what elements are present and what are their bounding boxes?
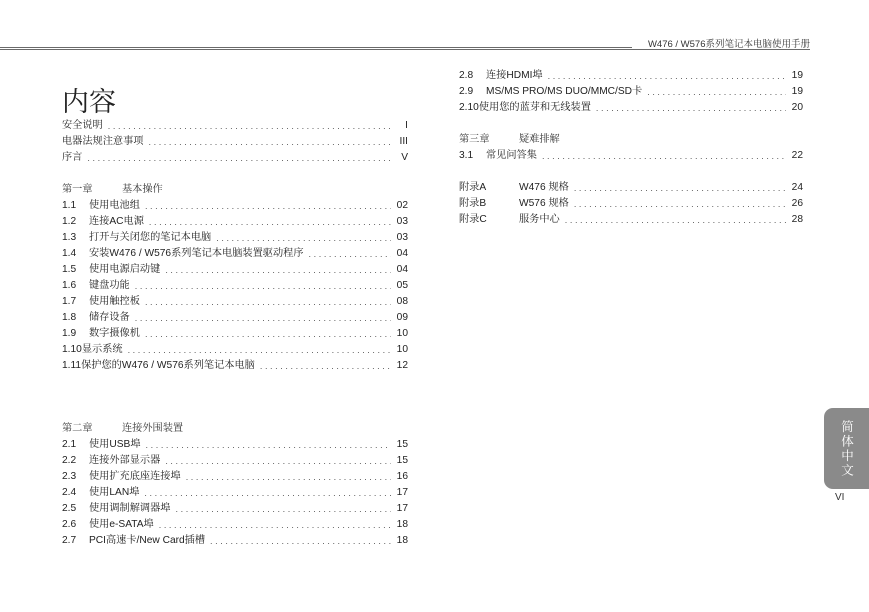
toc-entry[interactable] <box>62 469 408 485</box>
toc-entry-number: 2.7 <box>62 535 77 546</box>
toc-leader-dots <box>87 150 391 166</box>
toc-entry-page: 20 <box>791 102 803 113</box>
toc-entry-text: 使用您的蓝芽和无线装置 <box>478 102 591 113</box>
appendix-label: 附录B <box>459 198 487 209</box>
toc-entry-number: 2.9 <box>459 86 474 97</box>
toc-entry[interactable] <box>62 358 408 374</box>
toc-leader-dots <box>574 196 786 212</box>
toc-entry-page: 04 <box>396 248 408 259</box>
toc-leader-dots <box>596 100 786 116</box>
toc-leader-dots <box>135 310 391 326</box>
toc-entry-page: 03 <box>396 216 408 227</box>
toc-leader-dots <box>565 212 786 228</box>
toc-entry-text: PCI高速卡/New Card插槽 <box>89 535 206 546</box>
toc-leader-dots <box>108 118 391 134</box>
toc-entry-page: 16 <box>396 471 408 482</box>
toc-entry-number: 2.4 <box>62 487 77 498</box>
toc-leader-dots <box>216 230 391 246</box>
toc-entry[interactable] <box>62 437 408 453</box>
toc-entry-page: III <box>399 136 408 147</box>
toc-leader-dots <box>146 437 391 453</box>
chapter-1-list <box>62 198 408 374</box>
toc-entry-number: 2.6 <box>62 519 77 530</box>
toc-entry-page: 03 <box>396 232 408 243</box>
toc-entry[interactable] <box>62 262 408 278</box>
appendix-entry[interactable] <box>459 196 803 212</box>
toc-entry-page: 17 <box>396 503 408 514</box>
toc-leader-dots <box>548 68 786 84</box>
toc-entry[interactable] <box>62 214 408 230</box>
toc-entry[interactable] <box>62 198 408 214</box>
toc-leader-dots <box>186 469 391 485</box>
toc-entry[interactable] <box>62 501 408 517</box>
appendix-label: 附录A <box>459 182 487 193</box>
toc-leader-dots <box>210 533 391 549</box>
toc-entry[interactable] <box>62 485 408 501</box>
chapter-number: 第二章 <box>62 423 93 434</box>
header-rule <box>0 47 632 51</box>
language-tab-label: 简体中文 <box>839 419 854 478</box>
toc-leader-dots <box>145 294 391 310</box>
chapter-2-list <box>62 437 408 549</box>
toc-entry-text: 使用电池组 <box>89 200 140 211</box>
toc-entry-text: 保护您的W476 / W576系列笔记本电脑 <box>81 360 255 371</box>
toc-entry-number: 1.10 <box>62 344 82 355</box>
toc-entry[interactable] <box>62 326 408 342</box>
toc-entry[interactable] <box>62 453 408 469</box>
toc-entry-number: 1.11 <box>62 360 82 371</box>
toc-entry-page: 05 <box>396 280 408 291</box>
toc-leader-dots <box>128 342 391 358</box>
toc-entry-text: 安装W476 / W576系列笔记本电脑装置驱动程序 <box>89 248 304 259</box>
toc-entry-text: 连接AC电源 <box>89 216 144 227</box>
toc-entry-text: MS/MS PRO/MS DUO/MMC/SD卡 <box>486 86 643 97</box>
toc-entry-text: 显示系统 <box>81 344 123 355</box>
toc-entry-text: 连接外部显示器 <box>89 455 161 466</box>
toc-entry-page: 10 <box>396 328 408 339</box>
header-title: W476 / W576系列笔记本电脑使用手册 <box>647 39 810 50</box>
toc-leader-dots <box>135 278 391 294</box>
chapter-2-list-continued <box>459 68 803 116</box>
toc-entry-text: 电器法规注意事项 <box>62 136 144 147</box>
toc-leader-dots <box>145 326 391 342</box>
appendix-entry[interactable] <box>459 212 803 228</box>
toc-entry-number: 1.7 <box>62 296 77 307</box>
toc-entry-text: W476 规格 <box>519 182 569 193</box>
toc-entry-text: 使用LAN埠 <box>89 487 140 498</box>
appendix-entry[interactable] <box>459 180 803 196</box>
toc-entry-number: 1.6 <box>62 280 77 291</box>
toc-entry-page: 18 <box>396 519 408 530</box>
toc-entry-page: 02 <box>396 200 408 211</box>
toc-entry-page: 12 <box>396 360 408 371</box>
chapter-number: 第一章 <box>62 184 93 195</box>
toc-entry-number: 1.4 <box>62 248 77 259</box>
toc-entry[interactable] <box>62 246 408 262</box>
toc-entry-text: 键盘功能 <box>89 280 130 291</box>
toc-entry-number: 1.2 <box>62 216 77 227</box>
toc-entry-text: 服务中心 <box>519 214 560 225</box>
toc-leader-dots <box>149 214 391 230</box>
toc-leader-dots <box>176 501 392 517</box>
chapter-3-list <box>459 148 803 164</box>
toc-entry-number: 1.8 <box>62 312 77 323</box>
toc-entry-page: 15 <box>396 455 408 466</box>
toc-entry-text: 使用触控板 <box>89 296 140 307</box>
toc-entry-text: W576 规格 <box>519 198 569 209</box>
toc-leader-dots <box>574 180 786 196</box>
language-tab[interactable] <box>824 408 869 489</box>
toc-entry[interactable] <box>459 100 803 116</box>
toc-entry[interactable] <box>459 84 803 100</box>
toc-entry-page: 18 <box>396 535 408 546</box>
toc-entry[interactable] <box>459 148 803 164</box>
toc-entry-text: 打开与关闭您的笔记本电脑 <box>89 232 212 243</box>
toc-entry-text: 连接HDMI埠 <box>486 70 543 81</box>
toc-leader-dots <box>647 84 786 100</box>
toc-entry-page: 28 <box>791 214 803 225</box>
toc-entry-page: 04 <box>396 264 408 275</box>
toc-leader-dots <box>542 148 786 164</box>
page-number: VI <box>835 492 845 503</box>
toc-leader-dots <box>159 517 391 533</box>
chapter-title: 连接外围装置 <box>122 423 184 434</box>
toc-entry-number: 1.5 <box>62 264 77 275</box>
toc-entry-page: 19 <box>791 70 803 81</box>
toc-entry-number: 3.1 <box>459 150 474 161</box>
toc-entry-text: 常见问答集 <box>486 150 537 161</box>
chapter-heading <box>459 132 803 148</box>
toc-entry[interactable] <box>62 150 408 166</box>
toc-leader-dots <box>145 198 391 214</box>
front-matter-list <box>62 118 408 166</box>
toc-entry[interactable] <box>62 278 408 294</box>
toc-entry-number: 2.1 <box>62 439 77 450</box>
toc-entry-text: 使用USB埠 <box>89 439 141 450</box>
toc-entry-page: 22 <box>791 150 803 161</box>
toc-entry-page: V <box>401 152 408 163</box>
toc-leader-dots <box>309 246 391 262</box>
toc-entry-number: 2.2 <box>62 455 77 466</box>
toc-leader-dots <box>260 358 391 374</box>
toc-entry-text: 安全说明 <box>62 120 103 131</box>
chapter-number: 第三章 <box>459 134 490 145</box>
toc-entry-page: 19 <box>791 86 803 97</box>
toc-entry-number: 2.5 <box>62 503 77 514</box>
toc-leader-dots <box>144 485 391 501</box>
toc-left-column <box>62 118 408 549</box>
toc-entry-page: 09 <box>396 312 408 323</box>
toc-entry-page: 10 <box>396 344 408 355</box>
toc-entry-text: 数字摄像机 <box>89 328 140 339</box>
toc-entry[interactable] <box>62 134 408 150</box>
toc-entry[interactable] <box>62 533 408 549</box>
toc-entry[interactable] <box>62 118 408 134</box>
toc-leader-dots <box>165 262 391 278</box>
toc-entry-number: 1.3 <box>62 232 77 243</box>
toc-entry-page: I <box>405 120 408 131</box>
toc-entry[interactable] <box>459 68 803 84</box>
toc-right-column <box>459 68 803 228</box>
toc-entry-text: 序言 <box>62 152 83 163</box>
chapter-title: 疑难排解 <box>519 134 560 145</box>
toc-entry[interactable] <box>62 342 408 358</box>
chapter-heading <box>62 182 408 198</box>
toc-entry-page: 24 <box>791 182 803 193</box>
toc-entry-page: 26 <box>791 198 803 209</box>
toc-entry-page: 17 <box>396 487 408 498</box>
toc-entry-text: 使用调制解调器埠 <box>89 503 171 514</box>
toc-entry-text: 使用电源启动键 <box>89 264 161 275</box>
toc-leader-dots <box>149 134 392 150</box>
toc-entry-page: 08 <box>396 296 408 307</box>
chapter-title: 基本操作 <box>122 184 163 195</box>
page-title: 内容 <box>62 87 116 119</box>
toc-entry[interactable] <box>62 517 408 533</box>
appendix-label: 附录C <box>459 214 487 225</box>
toc-entry[interactable] <box>62 230 408 246</box>
toc-entry[interactable] <box>62 294 408 310</box>
toc-entry-number: 1.1 <box>62 200 77 211</box>
chapter-heading <box>62 421 408 437</box>
toc-entry-number: 1.9 <box>62 328 77 339</box>
toc-entry-text: 储存设备 <box>89 312 130 323</box>
toc-entry-text: 使用e-SATA埠 <box>89 519 154 530</box>
toc-entry-text: 使用扩充底座连接埠 <box>89 471 181 482</box>
appendix-list <box>459 180 803 228</box>
toc-entry-page: 15 <box>396 439 408 450</box>
toc-entry-number: 2.10 <box>459 102 479 113</box>
toc-entry[interactable] <box>62 310 408 326</box>
toc-leader-dots <box>165 453 391 469</box>
toc-entry-number: 2.8 <box>459 70 474 81</box>
toc-entry-number: 2.3 <box>62 471 77 482</box>
